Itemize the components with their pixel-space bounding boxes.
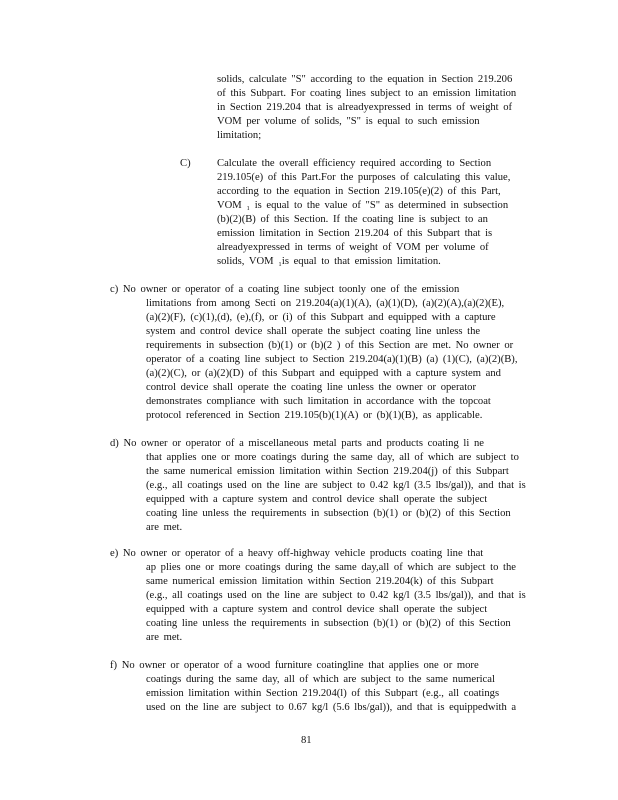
- text-line: equipped with a capture system and control device shall operate the subject: [146, 494, 488, 505]
- text-line: 219.105(e) of this Part.For the purposes of calculating this value,: [217, 172, 511, 183]
- text-line: equipped with a capture system and control device shall operate the subject: [146, 604, 488, 615]
- text-line: are met.: [146, 522, 183, 533]
- page-number: 81: [301, 735, 312, 746]
- text-line: same numerical emission limitation within Section 219.204(k) of this Subpart: [146, 576, 494, 587]
- text-line: (e.g., all coatings used on the line are subject to 0.42 kg/l (3.5 lbs/gal)), and that is: [146, 590, 526, 601]
- text-line: solids, VOM ₁is equal to that emission limitation.: [217, 256, 441, 267]
- text-line: that applies one or more coatings during the same day, all of which are subject to: [146, 452, 519, 463]
- text-line: system and control device shall operate the subject coating line unless the: [146, 326, 481, 337]
- text-line: alreadyexpressed in terms of weight of VOM per volume of: [217, 242, 489, 253]
- paragraph-f-first-line: f) No owner or operator of a wood furniture coatingline that applies one or more: [110, 660, 479, 671]
- text-line: limitation;: [217, 130, 262, 141]
- text-line: (e.g., all coatings used on the line are subject to 0.42 kg/l (3.5 lbs/gal)), and that is: [146, 480, 526, 491]
- text-line: protocol referenced in Section 219.105(b)(1)(A) or (b)(1)(B), as applicable.: [146, 410, 483, 421]
- text-line: VOM per volume of solids, "S" is equal to such emission: [217, 116, 480, 127]
- text-line: coating line unless the requirements in subsection (b)(1) or (b)(2) of this Section: [146, 508, 511, 519]
- text-line: of this Subpart. For coating lines subject to an emission limitation: [217, 88, 517, 99]
- text-line: (b)(2)(B) of this Section. If the coating line is subject to an: [217, 214, 488, 225]
- text-line: according to the equation in Section 219.105(e)(2) of this Part,: [217, 186, 501, 197]
- text-line: solids, calculate "S" according to the equation in Section 219.206: [217, 74, 513, 85]
- text-line: limitations from among Secti on 219.204(a)(1)(A), (a)(1)(D), (a)(2)(A),(a)(2)(E),: [146, 298, 505, 309]
- text-line: (a)(2)(F), (c)(1),(d), (e),(f), or (i) of this Subpart and equipped with a capture: [146, 312, 496, 323]
- text-line: emission limitation in Section 219.204 of this Subpart that is: [217, 228, 493, 239]
- text-line: requirements in subsection (b)(1) or (b)(2 ) of this Section are met. No owner or: [146, 340, 514, 351]
- text-line: operator of a coating line subject to Section 219.204(a)(1)(B) (a) (1)(C), (a)(2)(B),: [146, 354, 518, 365]
- text-line: (a)(2)(C), or (a)(2)(D) of this Subpart and equipped with a capture system and: [146, 368, 501, 379]
- text-line: ap plies one or more coatings during the same day,all of which are subject to the: [146, 562, 516, 573]
- text-line: VOM ₁ is equal to the value of "S" as determined in subsection: [217, 200, 509, 211]
- paragraph-c-first-line: c) No owner or operator of a coating line subject toonly one of the emission: [110, 284, 460, 295]
- text-line: in Section 219.204 that is alreadyexpressed in terms of weight of: [217, 102, 513, 113]
- text-line: are met.: [146, 632, 183, 643]
- item-marker: C): [180, 158, 191, 169]
- paragraph-e-first-line: e) No owner or operator of a heavy off-highway vehicle products coating line that: [110, 548, 484, 559]
- text-line: demonstrates compliance with such limitation in accordance with the topcoat: [146, 396, 491, 407]
- text-line: emission limitation within Section 219.204(l) of this Subpart (e.g., all coatings: [146, 688, 500, 699]
- text-line: coating line unless the requirements in subsection (b)(1) or (b)(2) of this Section: [146, 618, 511, 629]
- text-line: used on the line are subject to 0.67 kg/l (5.6 lbs/gal)), and that is equippedwith a: [146, 702, 517, 713]
- text-line: control device shall operate the coating line unless the owner or operator: [146, 382, 476, 393]
- paragraph-d-first-line: d) No owner or operator of a miscellaneous metal parts and products coating li ne: [110, 438, 484, 449]
- text-line: the same numerical emission limitation within Section 219.204(j) of this Subpart: [146, 466, 509, 477]
- text-line: Calculate the overall efficiency required according to Section: [217, 158, 492, 169]
- text-line: coatings during the same day, all of which are subject to the same numerical: [146, 674, 495, 685]
